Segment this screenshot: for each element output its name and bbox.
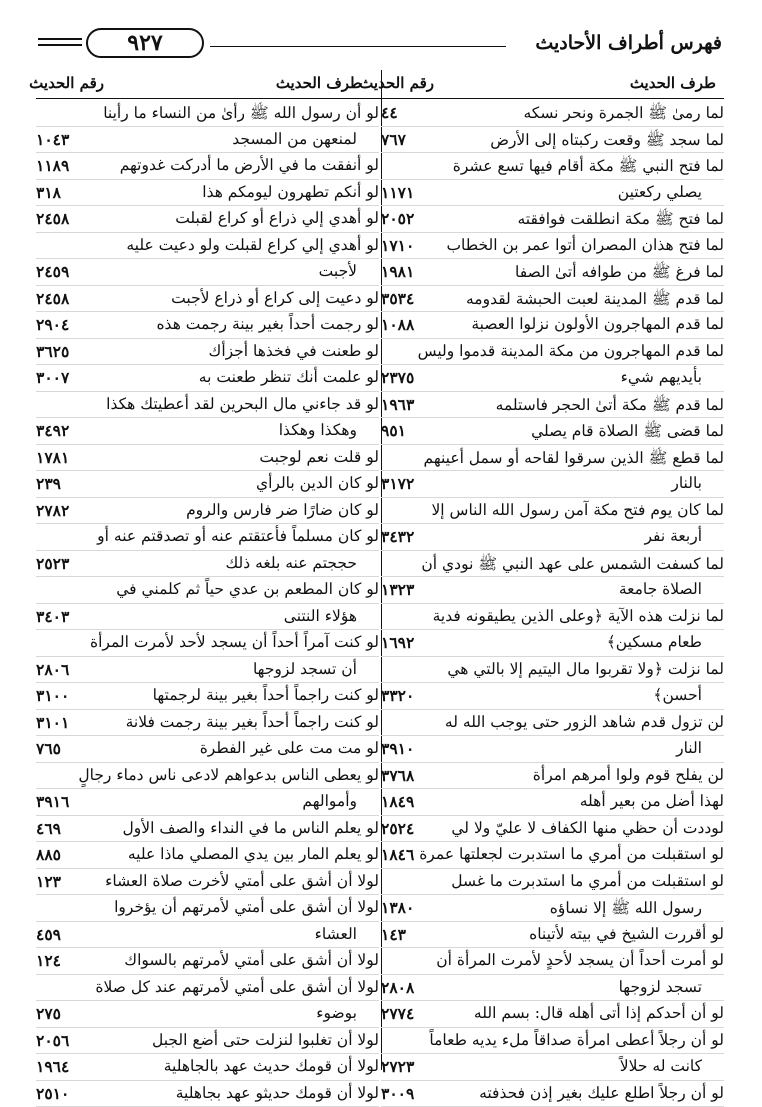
hadith-edge-text: لما قدم المهاجرون من مكة المدينة قدموا وليس (417, 341, 724, 360)
hadith-number: ٢٠٥٢ (381, 209, 415, 228)
index-entry (36, 524, 379, 551)
index-entry (36, 604, 379, 631)
page-header (38, 24, 722, 68)
hadith-edge-text: لو أن رسول الله ﷺ رأىٰ من النساء ما رأينا (103, 104, 379, 122)
index-title: فهرس أطراف الأحاديث (535, 32, 722, 54)
index-entry (36, 895, 379, 922)
hadith-edge-text: لو مت مت على غير الفطرة (199, 739, 379, 757)
index-entry (36, 100, 379, 127)
right-column (381, 100, 724, 1107)
hadith-edge-text: أربعة نفر (644, 527, 702, 545)
hadith-edge-text: لن تزول قدم شاهد الزور حتى يوجب الله له (444, 712, 724, 731)
hadith-edge-text: أحسن﴾ (653, 686, 702, 704)
hadith-number: ١٠٨٨ (381, 315, 415, 334)
index-entry (36, 286, 379, 313)
hadith-number: ٣٩١٦ (36, 792, 70, 811)
hadith-number: ٩٥١ (381, 421, 406, 440)
hadith-number: ٤٤ (381, 103, 398, 122)
hadith-number: ١١٨٩ (36, 156, 70, 175)
index-entry (381, 948, 724, 975)
index-entry (36, 869, 379, 896)
hadith-edge-text: العشاء (314, 924, 357, 943)
hadith-number: ٢٥٢٣ (36, 553, 70, 573)
hadith-number: ١٨٤٦ (381, 845, 415, 864)
hadith-number: ١٤٣ (381, 924, 406, 944)
index-entry (36, 551, 379, 578)
hadith-edge-text: لو كان الدين بالرأي (255, 474, 379, 492)
index-entry (36, 842, 379, 869)
index-entry (36, 1001, 379, 1028)
index-entry (381, 206, 724, 233)
hadith-number: ٣٣٢٠ (381, 686, 415, 705)
hadith-edge-text: لأجبت (318, 262, 357, 280)
hadith-number: ١٣٢٣ (381, 580, 415, 599)
hadith-edge-text: لولا أن أشق على أمتي لأمرتهم عند كل صلاة (95, 977, 379, 996)
index-entry (36, 498, 379, 525)
index-entry (381, 418, 724, 445)
column-headers (29, 72, 724, 99)
hadith-edge-text: هؤلاء النتنى (283, 606, 357, 625)
hadith-edge-text: لو أن أحدكم إذا أتى أهله قال: بسم الله (473, 1004, 724, 1022)
hadith-number: ٣١٨ (36, 182, 61, 202)
hadith-edge-text: لو قلت نعم لوجبت (259, 447, 379, 466)
hadith-edge-text: لو أن رجلاً اطلع عليك بغير إذن فحذفته (479, 1083, 724, 1102)
hadith-number: ٢٧٨٢ (36, 500, 70, 520)
hadith-edge-text: لو أنكم تطهرون ليومكم هذا (202, 182, 379, 201)
hadith-number: ٣٩١٠ (381, 739, 415, 758)
hadith-number: ٢٨٠٦ (36, 659, 70, 679)
hadith-number: ١٧١٠ (381, 235, 415, 255)
hadith-number: ٢٤٥٩ (36, 262, 70, 281)
hadith-number: ٣٧٦٨ (381, 765, 415, 785)
index-entry (381, 630, 724, 657)
index-entry (36, 471, 379, 498)
index-entry (36, 339, 379, 366)
hadith-edge-text: لولا أن أشق على أمتي لأمرتهم بالسواك (124, 951, 379, 969)
index-entry (381, 683, 724, 710)
index-entry (36, 577, 379, 604)
hadith-number: ٢٠٥٦ (36, 1030, 70, 1050)
index-entry (381, 736, 724, 763)
index-entry (36, 259, 379, 286)
index-entry (36, 418, 379, 445)
decorative-bars (38, 38, 82, 52)
hadith-edge-text: لما قدم ﷺ المدينة لعبت الحبشة لقدومه (465, 289, 724, 308)
hadith-number: ٣٤٩٢ (36, 421, 70, 440)
hadith-edge-text: لولا أن أشق على أمتي لأمرتهم أن يؤخروا (114, 898, 379, 916)
hadith-edge-text: لما قضى ﷺ الصلاة قام يصلي (531, 422, 724, 440)
hadith-number: ١٦٩٢ (381, 633, 415, 652)
index-entry (381, 286, 724, 313)
index-entry (381, 604, 724, 631)
hadith-edge-text: لو طعنت في فخذها أجزأك (208, 341, 379, 360)
hadith-edge-text: لولا أن قومك حديث عهد بالجاهلية (163, 1057, 379, 1075)
hadith-number: ٢٨٠٨ (381, 977, 415, 997)
hadith-edge-text: بوضوء (316, 1004, 357, 1022)
index-entry (381, 312, 724, 339)
left-number-header: رقم الحديث (29, 74, 104, 92)
hadith-edge-text: لو كان مسلماً فأعتقتم عنه أو تصدقتم عنه أو (97, 527, 379, 545)
left-column (36, 100, 379, 1107)
hadith-edge-text: لو كنت راجماً أحداً بغير بينة رجمت فلانة (125, 712, 379, 731)
hadith-edge-text: لما نزلت ﴿ولا تقربوا مال اليتيم إلا بالتي هي (447, 659, 724, 678)
hadith-number: ٢٧٢٣ (381, 1057, 415, 1076)
hadith-edge-text: لن يفلح قوم ولوا أمرهم امرأة (532, 765, 724, 784)
hadith-edge-text: أن تسجد لزوجها (252, 659, 357, 678)
hadith-edge-text: بأيديهم شيء (620, 368, 702, 386)
index-entry (381, 445, 724, 472)
hadith-edge-text: لوددت أن حظي منها الكفاف لا عليّ ولا لي (451, 818, 724, 837)
hadith-number: ١٨٤٩ (381, 792, 415, 811)
hadith-number: ٣٠٠٧ (36, 368, 70, 387)
index-entry (381, 392, 724, 419)
index-entry (381, 259, 724, 286)
index-entry (36, 1028, 379, 1055)
hadith-number: ٢٧٥ (36, 1004, 61, 1023)
hadith-edge-text: حججتم عنه بلغه ذلك (225, 553, 357, 572)
hadith-edge-text: لو أنفقت ما في الأرض ما أدركت غدوتهم (119, 156, 379, 174)
index-entry (36, 1054, 379, 1081)
hadith-edge-text: رسول الله ﷺ إلا نساؤه (549, 899, 702, 917)
hadith-number: ٣١٧٢ (381, 474, 415, 493)
index-entry (381, 498, 724, 525)
index-entry (36, 233, 379, 260)
index-entry (36, 180, 379, 207)
hadith-number: ١٠٤٣ (36, 129, 70, 149)
index-entry (36, 975, 379, 1002)
hadith-edge-text: لو رجمت أحداً بغير بينة رجمت هذه (156, 315, 379, 333)
hadith-edge-text: لو دعيت إلى كراع أو ذراع لأجبت (171, 288, 379, 307)
hadith-number: ٨٨٥ (36, 845, 61, 864)
page-number: ٩٢٧ (86, 28, 204, 58)
hadith-number: ٢٣٩ (36, 474, 61, 493)
right-edge-header: طرف الحديث (629, 74, 716, 92)
hadith-edge-text: لما قطع ﷺ الذين سرقوا لقاحه أو سمل أعينهم (423, 448, 724, 467)
index-entry (381, 577, 724, 604)
hadith-number: ١٧٨١ (36, 447, 70, 467)
index-entry (381, 1054, 724, 1081)
hadith-edge-text: لو أقررت الشيخ في بيته لأتيناه (529, 924, 724, 943)
hadith-edge-text: لهذا أضل من بعير أهله (579, 792, 724, 810)
hadith-edge-text: لما قدم المهاجرون الأولون نزلوا العصبة (471, 315, 724, 333)
index-entry (36, 736, 379, 763)
index-entry (381, 233, 724, 260)
hadith-edge-text: لو أهدي إلي كراع لقبلت ولو دعيت عليه (126, 235, 379, 254)
hadith-edge-text: لما كان يوم فتح مكة آمن رسول الله الناس إلا (431, 500, 724, 519)
hadith-number: ٣١٠٠ (36, 686, 70, 705)
hadith-edge-text: لما نزلت هذه الآية ﴿وعلى الذين يطيقونه فدية (432, 606, 724, 625)
index-entry (36, 630, 379, 657)
index-entry (381, 922, 724, 949)
hadith-edge-text: وهكذا وهكذا (278, 421, 357, 439)
index-entry (36, 710, 379, 737)
index-entry (381, 551, 724, 578)
index-entry (36, 683, 379, 710)
hadith-edge-text: لو أهدي إلي ذراع أو كراع لقبلت (175, 209, 379, 227)
index-entry (381, 339, 724, 366)
hadith-number: ٢٤٥٨ (36, 209, 70, 228)
hadith-edge-text: لما سجد ﷺ وقعت ركبتاه إلى الأرض (490, 130, 724, 149)
left-edge-header: طرف الحديث (275, 74, 362, 92)
hadith-number: ٣٥٣٤ (381, 288, 415, 308)
index-entry (36, 948, 379, 975)
hadith-number: ٣٠٠٩ (381, 1083, 415, 1103)
index-entry (381, 842, 724, 869)
hadith-number: ٢٥٢٤ (381, 818, 415, 838)
hadith-edge-text: لما فتح هذان المصران أتوا عمر بن الخطاب (446, 235, 724, 254)
index-entry (36, 153, 379, 180)
hadith-number: ١٢٣ (36, 871, 61, 891)
hadith-edge-text: لو استقبلت من أمري ما استدبرت ما غسل (451, 871, 724, 890)
hadith-edge-text: لو كنت راجماً أحداً بغير بينة لرجمتها (152, 686, 379, 704)
index-entry (36, 657, 379, 684)
index-entry (36, 365, 379, 392)
index-entry (381, 895, 724, 922)
index-entry (36, 445, 379, 472)
hadith-edge-text: لمنعهن من المسجد (232, 129, 357, 148)
hadith-edge-text: لما كسفت الشمس على عهد النبي ﷺ نودي أن (421, 554, 724, 573)
hadith-number: ٢٥١٠ (36, 1083, 70, 1103)
hadith-number: ٣٦٢٥ (36, 341, 70, 361)
hadith-edge-text: وأموالهم (302, 792, 357, 810)
hadith-number: ٢٧٧٤ (381, 1004, 415, 1023)
index-entry (381, 365, 724, 392)
index-entry (36, 312, 379, 339)
hadith-edge-text: لولا أن قومك حديثو عهد بجاهلية (175, 1083, 379, 1102)
hadith-edge-text: الصلاة جامعة (618, 580, 702, 598)
hadith-edge-text: لو استقبلت من أمري ما استدبرت لجعلتها عمرة (419, 845, 724, 863)
index-entry (36, 1081, 379, 1107)
index-entry (381, 471, 724, 498)
index-entry (36, 763, 379, 790)
index-entry (36, 127, 379, 154)
hadith-edge-text: النار (676, 739, 702, 757)
index-entry (381, 1028, 724, 1055)
index-entry (36, 816, 379, 843)
hadith-number: ١٢٤ (36, 951, 61, 970)
hadith-edge-text: لو يعلم الناس ما في النداء والصف الأول (122, 818, 379, 837)
index-entry (36, 392, 379, 419)
hadith-number: ٧٦٧ (381, 129, 406, 149)
hadith-number: ٤٥٩ (36, 924, 61, 944)
hadith-number: ٢٤٥٨ (36, 288, 70, 308)
hadith-edge-text: بالنار (671, 474, 702, 492)
hadith-edge-text: لو أمرت أحداً أن يسجد لأحدٍ لأمرت المرأة أن (436, 951, 724, 969)
index-entry (381, 816, 724, 843)
header-rule (210, 46, 506, 47)
hadith-edge-text: لو علمت أنك تنظر طعنت به (198, 368, 379, 386)
hadith-edge-text: لو كنت آمراً أحداً أن يسجد لأحد لأمرت المرأة (89, 633, 379, 651)
index-entry (36, 922, 379, 949)
hadith-edge-text: لو يعطى الناس بدعواهم لادعى ناس دماء رجالٍ (78, 765, 379, 784)
hadith-edge-text: يصلي ركعتين (617, 182, 702, 201)
index-entry (381, 127, 724, 154)
index-entry (381, 153, 724, 180)
hadith-number: ١٩٦٣ (381, 394, 415, 414)
index-entry (381, 657, 724, 684)
hadith-edge-text: كانت له حلالاً (619, 1057, 702, 1075)
hadith-number: ٢٩٠٤ (36, 315, 70, 334)
hadith-edge-text: تسجد لزوجها (618, 977, 702, 996)
index-entry (381, 789, 724, 816)
index-entry (381, 763, 724, 790)
hadith-number: ١٩٨١ (381, 262, 415, 281)
hadith-number: ١٣٨٠ (381, 898, 415, 917)
hadith-edge-text: لو يعلم المار بين يدي المصلي ماذا عليه (127, 845, 379, 863)
hadith-edge-text: طعام مسكين﴾ (606, 633, 702, 651)
hadith-edge-text: لما فتح ﷺ مكة انطلقت فوافقته (517, 210, 724, 228)
hadith-edge-text: لما قدم ﷺ مكة أتىٰ الحجر فاستلمه (495, 395, 724, 414)
hadith-edge-text: لولا أن تغلبوا لنزلت حتى أضع الجبل (152, 1030, 379, 1049)
index-entry (381, 975, 724, 1002)
hadith-number: ١٩٦٤ (36, 1057, 70, 1076)
hadith-number: ٣٤٣٢ (381, 527, 415, 546)
hadith-number: ٣٤٠٣ (36, 606, 70, 626)
hadith-number: ١١٧١ (381, 182, 415, 202)
index-entry (381, 710, 724, 737)
hadith-number: ٢٣٧٥ (381, 368, 415, 387)
index-entry (381, 1001, 724, 1028)
hadith-number: ٧٦٥ (36, 739, 61, 758)
index-entry (381, 180, 724, 207)
hadith-edge-text: لما فتح النبي ﷺ مكة أقام فيها تسع عشرة (452, 157, 724, 175)
hadith-edge-text: لما فرغ ﷺ من طوافه أتىٰ الصفا (515, 263, 724, 281)
index-entry (381, 524, 724, 551)
hadith-number: ٤٦٩ (36, 818, 61, 838)
hadith-edge-text: لما رمىٰ ﷺ الجمرة ونحر نسكه (523, 104, 724, 122)
hadith-edge-text: لو أن رجلاً أعطى امرأة صداقاً ملء يديه طعاماً (429, 1030, 724, 1049)
hadith-edge-text: لو كان المطعم بن عدي حياً ثم كلمني في (116, 580, 379, 598)
right-number-header: رقم الحديث (359, 74, 434, 92)
index-entry (36, 789, 379, 816)
hadith-number: ٣١٠١ (36, 712, 70, 732)
index-entry (381, 869, 724, 896)
index-entry (36, 206, 379, 233)
hadith-edge-text: لو كان ضارًا ضر فارس والروم (186, 500, 379, 519)
index-entry (381, 1081, 724, 1107)
hadith-edge-text: لولا أن أشق على أمتي لأخرت صلاة العشاء (105, 871, 379, 890)
index-entry (381, 100, 724, 127)
hadith-edge-text: لو قد جاءني مال البحرين لقد أعطيتك هكذا (106, 394, 379, 413)
